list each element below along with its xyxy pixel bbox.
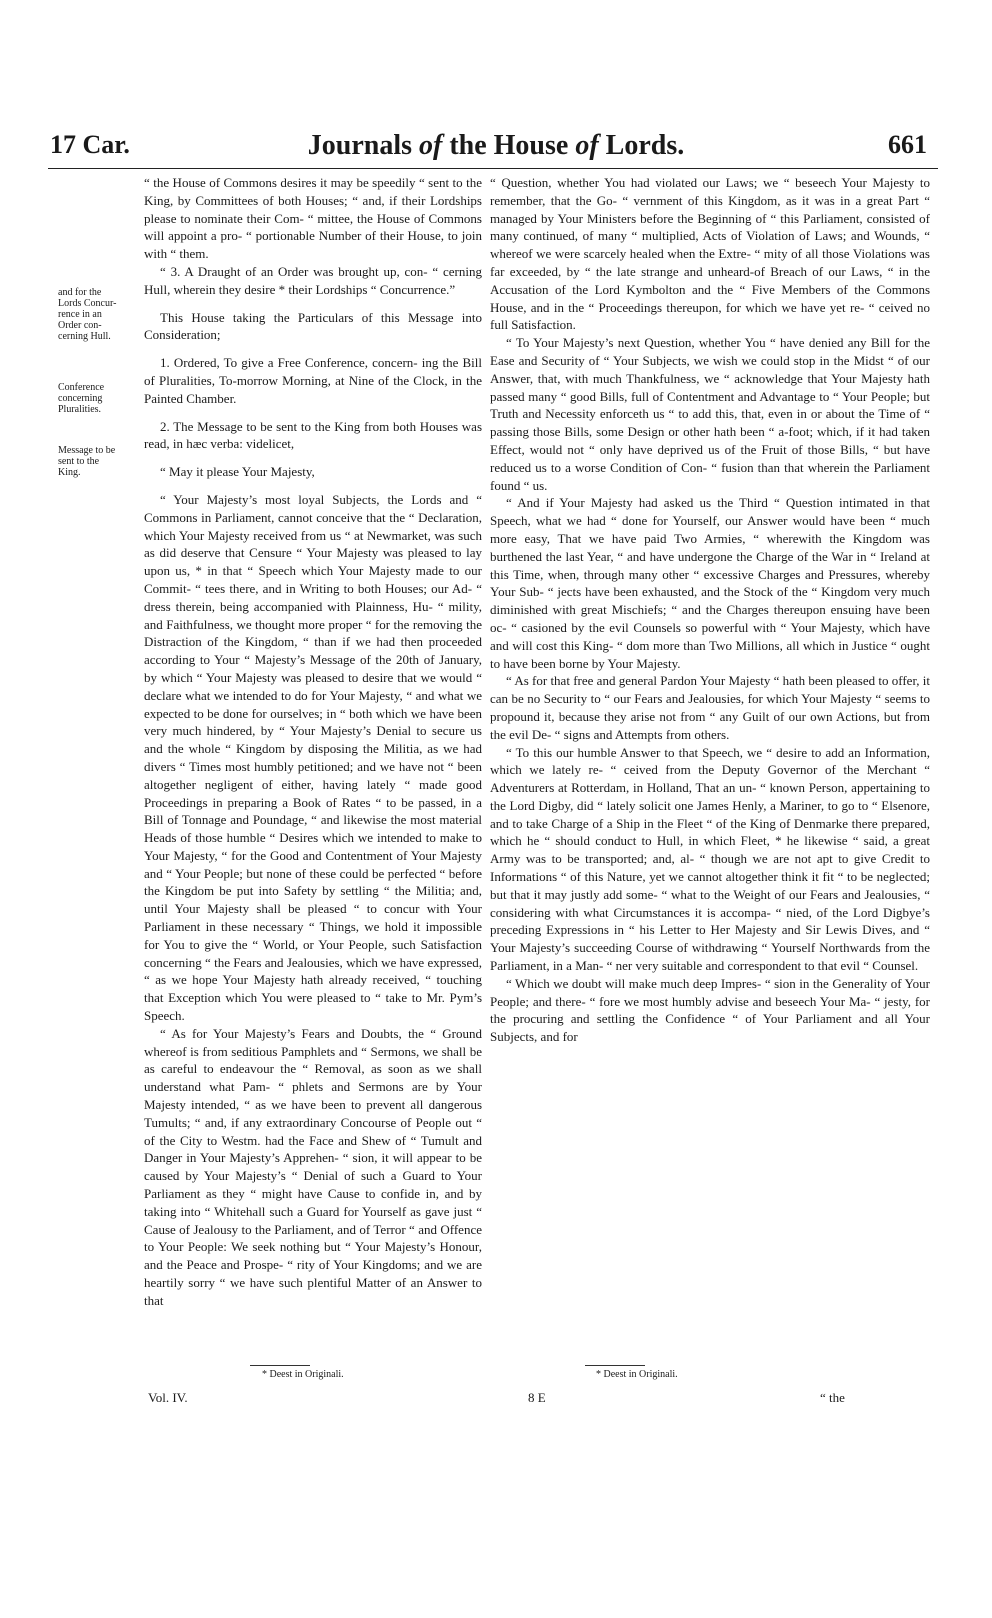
- paragraph: 1. Ordered, To give a Free Conference, concern- ing the Bill of Pluralities, To-morrow Morning, at Nine of the Clock, in the Painted Chamber.: [144, 355, 482, 406]
- margin-note-pluralities: Conference concerning Pluralities.: [58, 382, 105, 415]
- paragraph: “ As for that free and general Pardon Your Majesty “ hath been pleased to offer, it can be no Security to “ our Fears and Jealousies, for which Your Majesty “ seems to propound it, because they arise not from “ any Guilt of our own Actions, but from the evil De- “ signs and Attempts from others.: [490, 673, 930, 742]
- page-number: 661: [888, 130, 927, 159]
- left-column: [144, 174, 482, 1310]
- paragraph: “ To Your Majesty’s next Question, whether You “ have denied any Bill for the Ease and Security of “ Your Subjects, we wish we could stop in the Midst “ of our Answer, that, with much Thankfulness, we “ acknowledge that Your Majesty hath passed many “ good Bills, full of Contentment and Advantage to “ Your People; but Truth and Necessity enforceth us “ to add this, that, even in or about the Time of “ passing those Bills, some Design or other hath been “ a-foot; which, if it had taken Effect, would not “ only have deprived us of the Fruit of those Bills, “ but have reduced us to a worse Condition of Con- “ fusion than that wherein the Parliament found “ us.: [490, 335, 930, 493]
- paragraph: “ the House of Commons desires it may be speedily “ sent to the King, by Committees of both Houses; “ and, if their Lordships please to nominate their Com- “ mittee, the House of Commons will appoint a pro- “ portionable Number of their House, to join with “ them.: [144, 175, 482, 262]
- title-part: House: [493, 130, 569, 161]
- volume-label: Vol. IV.: [148, 1390, 188, 1405]
- paragraph: “ 3. A Draught of an Order was brought up, con- “ cerning Hull, wherein they desire * their Lordships “ Concurrence.”: [144, 263, 482, 297]
- salutation: “ May it please Your Majesty,: [160, 464, 315, 480]
- regnal-year: 17 Car.: [50, 130, 130, 159]
- title-part: Lords.: [605, 130, 685, 161]
- paragraph: “ Question, whether You had violated our Laws; we “ beseech Your Majesty to remember, that the Go- “ vernment of this Kingdom, as it was in a great Part “ managed by Your Ministers before the Beginning of “ this Parliament, consisted of many continued, of many “ multiplied, Acts of Violation of Laws; and Wounds, “ whereof we were scarcely healed when the Extre- “ mity of all those Violations was far exceeded, by “ the late strange and unheard-of Breach of our Laws, “ in the Accusation of the Lord Kymbolton and the “ Five Members of the Commons House, and in the “ Proceedings thereupon, for which we have yet re- “ ceived no full Satisfaction.: [490, 175, 930, 333]
- paragraph: “ To this our humble Answer to that Speech, we “ desire to add an Information, which we lately re- “ ceived from the Deputy Governor of the Merchant “ Adventurers at Rotterdam, in Holland, That an un- “ known Person, appertaining to the Lord Digby, did “ lately solicit one James Henly, a Mariner, to go to “ Elsenore, and to take Charge of a Ship in the Fleet “ of the King of Denmarke there prepared, which he “ should conduct to Hull, in which Fleet, * he likewise “ said, a great Army was to be transported; and, al- “ though we are not apt to give Credit to Informations “ of this Nature, yet we cannot altogether think it fit “ to be neglected; but that it may justly add some- “ what to the Weight of our Fears and Jealousies, “ considering with what Circumstances it is accompa- “ nied, of the Lord Digbye’s preceding Expressions in “ his Letter to Her Majesty and Sir Lewis Dives, and “ Your Majesty’s succeeding Course of withdrawing “ Yourself Northwards from the Parliament, in a Man- “ ner very suitable and correspondent to that evil “ Counsel.: [490, 744, 930, 974]
- paragraph: This House taking the Particulars of this Message into Consideration;: [144, 309, 482, 343]
- paragraph: “ As for Your Majesty’s Fears and Doubts, the “ Ground whereof is from seditious Pamphlets and “ Sermons, we shall be as careful to endeavour the “ Removal, as soon as we shall understand what Pam- “ phlets and Sermons are by Your Majesty intended, “ as we have been to prevent all dangerous Tumults; “ and, if any extraordinary Concourse of People out “ of the City to Westm. had the Face and Shew of “ Tumult and Danger in Your Majesty’s Apprehen- “ sion, it will appear to be caused by Your Majesty’s “ Denial of such a Guard to Your Parliament as they “ might have Cause to confide in, and by taking into “ Whitehall such a Guard for Yourself as gave just “ Cause of Jealousy to the Parliament, and of Terror “ and Offence to Your People: We seek nothing but “ Your Majesty’s Honour, and the Peace and Prospe- “ rity of Your Kingdoms; and we are heartily sorry “ we have such plentiful Matter of an Answer to that: [144, 1025, 482, 1308]
- title-part: of: [568, 130, 606, 161]
- page-header: [0, 130, 992, 170]
- right-column: [490, 174, 930, 1046]
- title-part: the: [442, 130, 494, 161]
- catchword: “ the: [820, 1390, 845, 1405]
- running-title: [0, 130, 992, 162]
- signature-mark: 8 E: [528, 1390, 546, 1405]
- paragraph: “ Which we doubt will make much deep Impres- “ sion in the Generality of Your People; and there- “ fore we most humbly advise and beseech Your Ma- “ jesty, for the procuring and settling the Confidence “ of Your Parliament and all Your Subjects, and for: [490, 975, 930, 1045]
- margin-note-message: Message to be sent to the King.: [58, 445, 116, 478]
- header-rule: [48, 168, 938, 169]
- footnote-rule-right: [585, 1365, 645, 1366]
- footnote-right: * Deest in Originali.: [596, 1369, 678, 1380]
- title-part: Journals: [307, 130, 419, 161]
- title-part: of: [419, 130, 443, 161]
- footnote-left: * Deest in Originali.: [262, 1369, 344, 1380]
- paragraph: 2. The Message to be sent to the King from both Houses was read, in hæc verba: videlicet,: [144, 418, 482, 452]
- paragraph: “ Your Majesty’s most loyal Subjects, the Lords and “ Commons in Parliament, cannot conceive that the “ Declaration, which Your Majesty received from us “ at Newmarket, was such as did deserve that Censure “ Your Majesty was pleased to lay upon us, * in that “ Speech which Your Majesty made to our Commit- “ tees there, and in Writing to both Houses; our Ad- “ dress therein, being accompanied with Plainness, Hu- “ mility, and Faithfulness, we thought more proper “ for the removing the Distraction of the Kingdom, “ than if we had then proceeded according to Your “ Majesty’s Message of the 20th of January, by which “ Your Majesty was pleased to desire that we would “ declare what we intended to do for Your Majesty, “ and what we expected to be done for ourselves; in “ both which we have been very much hindered, by “ Your Majesty’s Denial to secure us and the whole “ Kingdom by disposing the Militia, as we had divers “ Times most humbly petitioned; and we have not “ been altogether negligent of either, having lately “ made good Proceedings in preparing a Book of Rates “ to be passed, in a Bill of Tonnage and Poundage, “ and likewise the most material Heads of those humble “ Desires which we intended to make to Your Majesty, “ for the Good and Contentment of Your Majesty and “ Your People; but none of these could be perfected “ before the Kingdom be put into Safety by settling “ the Militia; and, until Your Majesty shall be pleased “ to concur with Your Parliament in these necessary “ Things, we hold it impossible for You to give the “ World, or Your People, such Satisfaction concerning “ the Fears and Jealousies, which we have expressed, “ as we hope Your Majesty hath already received, “ touching that Exception which You were pleased to “ take to Mr. Pym’s Speech.: [144, 491, 482, 1024]
- footnote-rule-left: [250, 1365, 310, 1366]
- paragraph: “ And if Your Majesty had asked us the Third “ Question intimated in that Speech, what we had “ done for Yourself, our Answer would have been “ much more easy, That we have paid Two Armies, “ wherewith the Kingdom was burthened the last Year, “ and have undergone the Charge of the War in “ Ireland at this Time, when, through many other “ excessive Charges and Pressures, whereby Your Sub- “ jects have been exhausted, and the Stock of the “ Kingdom very much diminished with great Mischiefs; “ and the Charges thereupon ensuing have been oc- “ casioned by the evil Counsels so powerful with “ Your Majesty, which have and will cost this King- “ dom more than Two Millions, all which in Justice “ ought to have been borne by Your Majesty.: [490, 495, 930, 671]
- margin-note-hull: and for the Lords Concur- rence in an Order con- cerning Hull.: [58, 287, 117, 342]
